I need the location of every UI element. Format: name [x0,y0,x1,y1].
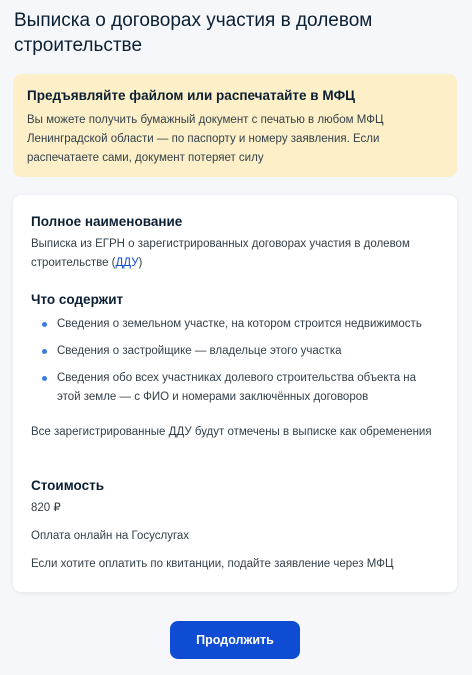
full-name-heading: Полное наименование [31,214,183,229]
payment-online-text: Оплата онлайн на Госуслугах [31,530,190,542]
payment-receipt-text: Если хотите оплатить по квитанции, подайте заявление через МФЦ [31,558,394,570]
list-item-text: Сведения о застройщике — владельце этого участка [57,345,342,357]
ddu-link[interactable]: ДДУ [115,257,139,269]
bullet-icon [42,349,47,354]
full-name-text-before: Выписка из ЕГРН о зарегистрированных договорах участия в долевом строительстве ( [31,238,410,269]
notice-banner [13,74,457,177]
encumbrance-note: Все зарегистрированные ДДУ будут отмечены в выписке как обременения [31,426,432,438]
cost-value: 820 ₽ [31,502,61,514]
bullet-icon [42,322,47,327]
contains-heading: Что содержит [31,292,124,307]
bullet-icon [42,376,47,381]
cost-heading: Стоимость [31,478,105,493]
full-name-text-after: ) [138,257,143,269]
details-card [13,195,457,592]
list-item-text: Сведения обо всех участниках долевого строительства объекта на этой земле — с ФИО и номерами заключённых договоров [57,372,417,403]
notice-title: Предъявляйте файлом или распечатайте в МФЦ [27,88,355,103]
full-name-text [31,235,441,273]
notice-text: Вы можете получить бумажный документ с печатью в любом МФЦ Ленинградской области — по паспорту и номеру заявления. Если распечатаете сами, документ потеряет силу [27,114,384,164]
page-title: Выписка о договорах участия в долевом строительстве [14,10,373,56]
continue-button[interactable]: Продолжить [170,621,300,659]
list-item-text: Сведения о земельном участке, на котором строится недвижимость [57,318,422,330]
